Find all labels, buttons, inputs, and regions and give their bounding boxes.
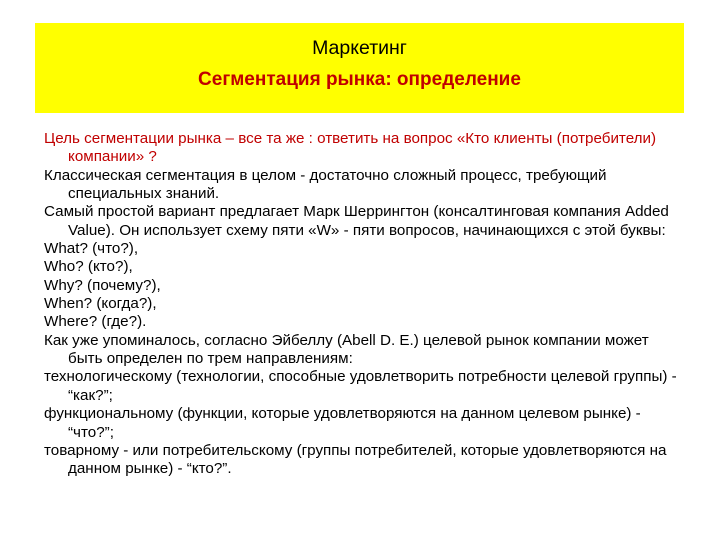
slide-subtitle: Сегментация рынка: определение <box>198 69 521 90</box>
slide-title: Маркетинг <box>312 37 407 59</box>
list-item-why: Why? (почему?), <box>44 276 161 294</box>
paragraph-goal: Цель сегментации рынка – все та же : ответить на вопрос «Кто клиенты (потребители) компании» ? <box>44 130 657 166</box>
paragraph-classic-segmentation: Классическая сегментация в целом - достаточно сложный процесс, требующий специальных знаний. <box>44 166 607 203</box>
list-item-when: When? (когда?), <box>44 295 157 313</box>
paragraph-five-w: Самый простой вариант предлагает Марк Шеррингтон (консалтинговая компания Added Value). Он использует схему пяти «W» - пяти вопросов, начинающихся с этой буквы: <box>44 203 669 239</box>
paragraph-technological: технологическому (технологии, способные удовлетворить потребности целевой группы) - “как?”; <box>44 368 677 404</box>
slide-body <box>44 130 684 479</box>
slide-header <box>35 23 684 113</box>
list-item-who: Who? (кто?), <box>44 258 133 276</box>
list-item-what: What? (что?), <box>44 240 139 258</box>
paragraph-product: товарному - или потребительскому (группы потребителей, которые удовлетворяются на данном рынке) - “кто?”. <box>44 441 667 478</box>
paragraph-functional: функциональному (функции, которые удовлетворяются на данном целевом рынке) - “что?”; <box>44 405 641 441</box>
paragraph-abell: Как уже упоминалось, согласно Эйбеллу (Abell D. E.) целевой рынок компании может быть определен по трем направлениям: <box>44 331 649 368</box>
list-item-where: Where? (где?). <box>44 313 147 331</box>
